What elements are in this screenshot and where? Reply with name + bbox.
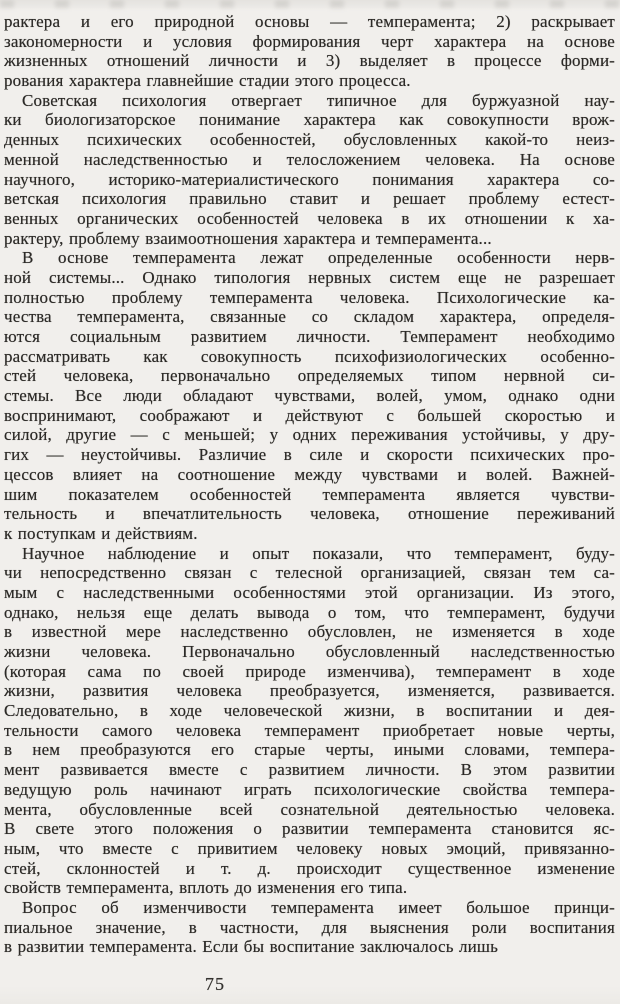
text-line: ки биологизаторское понимание характера как совокупности врож- <box>4 110 615 130</box>
text-line: рактера и его природной основы — темперамента; 2) раскрывает <box>4 12 615 31</box>
text-line: стемы. Все люди обладают чувствами, волей, умом, однако одни <box>4 386 615 406</box>
text-line: Научное наблюдение и опыт показали, что темперамент, буду- <box>22 543 615 563</box>
text-line: рактеру, проблему взаимоотношения характера и темперамента... <box>4 228 492 248</box>
text-line: Вопрос об изменчивости темперамента имеет большое принци- <box>22 897 615 917</box>
text-line: менной наследственностью и телосложением человека. На основе <box>4 149 615 169</box>
page-number: 75 <box>205 974 225 994</box>
paragraph <box>4 91 615 249</box>
text-line: жизни человека. Первоначально обусловленный наследственностью <box>4 642 615 661</box>
text-line: в известной мере наследственно обусловлен, не изменяется в ходе <box>4 622 615 642</box>
text-line: тельность и впечатлительность человека, отношение переживаний <box>4 504 615 524</box>
text-line: стей человека, первоначально определяемых типом нервной си- <box>4 366 615 386</box>
text-line: научного, историко-материалистического понимания характера со- <box>4 169 615 189</box>
text-line: мента, обусловленные всей сознательной деятельностью человека. <box>4 799 615 819</box>
text-line: ются социальным развитием личности. Темперамент необходимо <box>4 327 615 346</box>
paragraph <box>4 248 615 543</box>
text-line: ным, что вместе с привитием человеку новых эмоций, привязанно- <box>4 838 615 858</box>
text-line: Следовательно, в ходе человеческой жизни, в воспитании и дея- <box>4 701 615 721</box>
text-line: свойств темперамента, вплоть до изменения его типа. <box>4 878 408 898</box>
text-line: ной системы... Однако типология нервных систем еще не разрешает <box>4 267 615 287</box>
text-line: рования характера главнейшие стадии этого процесса. <box>4 71 411 91</box>
text-line: Советская психология отвергает типичное для буржуазной нау- <box>22 90 615 110</box>
page-text-block <box>4 12 615 957</box>
text-line: в нем преобразуются его старые черты, иными словами, темпера- <box>4 740 615 760</box>
text-line: рассматривать как совокупность психофизиологических особенно- <box>4 346 615 366</box>
text-line: полностью проблему темперамента человека. Психологические ка- <box>4 287 615 307</box>
text-line: В свете этого положения о развитии темперамента становится яс- <box>4 819 615 839</box>
text-line: гих — неустойчивы. Различие в силе и скорости психических про- <box>4 445 615 465</box>
paragraph <box>4 898 615 957</box>
text-line: к поступкам и действиям. <box>4 523 198 543</box>
text-line: ветская психология правильно ставит и решает проблему естест- <box>4 189 615 209</box>
text-line: силой, другие — с меньшей; у одних переживания устойчивы, у дру- <box>4 425 615 445</box>
text-line: жизни, развития человека преобразуется, изменяется, развивается. <box>4 681 615 701</box>
paragraph <box>4 544 615 898</box>
text-line: денных психических особенностей, обусловленных какой-то неиз- <box>4 130 615 150</box>
text-line: закономерности и условия формирования черт характера на основе <box>4 31 615 51</box>
text-line: чи непосредственно связан с телесной организацией, связан тем са- <box>4 563 615 583</box>
text-line: шим показателем особенностей темперамента является чувстви- <box>4 484 615 504</box>
text-line: однако, нельзя еще делать вывода о том, что темперамент, будучи <box>4 602 615 622</box>
text-line: В основе темперамента лежат определенные особенности нерв- <box>22 248 615 268</box>
text-line: в развитии темперамента. Если бы воспитание заключалось лишь <box>4 937 499 957</box>
text-line: венных органических особенностей человека в их отношении к ха- <box>4 208 615 228</box>
scan-edge-artifact <box>0 0 620 8</box>
text-line: жизненных отношений личности и 3) выделяет в процессе форми- <box>4 51 615 71</box>
text-line: воспринимают, соображают и действуют с большей скоростью и <box>4 405 615 425</box>
text-line: тельности самого человека темперамент приобретает новые черты, <box>4 720 615 740</box>
text-line: стей, склонностей и т. д. происходит существенное изменение <box>4 858 615 878</box>
text-line: (которая сама по своей природе изменчива), темперамент в ходе <box>4 661 615 681</box>
text-line: цессов влияет на соотношение между чувствами и волей. Важней- <box>4 464 615 484</box>
text-line: чества темперамента, связанные со складом характера, определя- <box>4 307 615 327</box>
text-line: мент развивается вместе с развитием личности. В этом развитии <box>4 760 615 780</box>
paragraph <box>4 12 615 91</box>
text-line: ведущую роль начинают играть психологические свойства темпера- <box>4 779 615 799</box>
text-line: мым с наследственными особенностями этой организации. Из этого, <box>4 582 615 602</box>
text-line: пиальное значение, в частности, для выяснения роли воспитания <box>4 917 615 937</box>
